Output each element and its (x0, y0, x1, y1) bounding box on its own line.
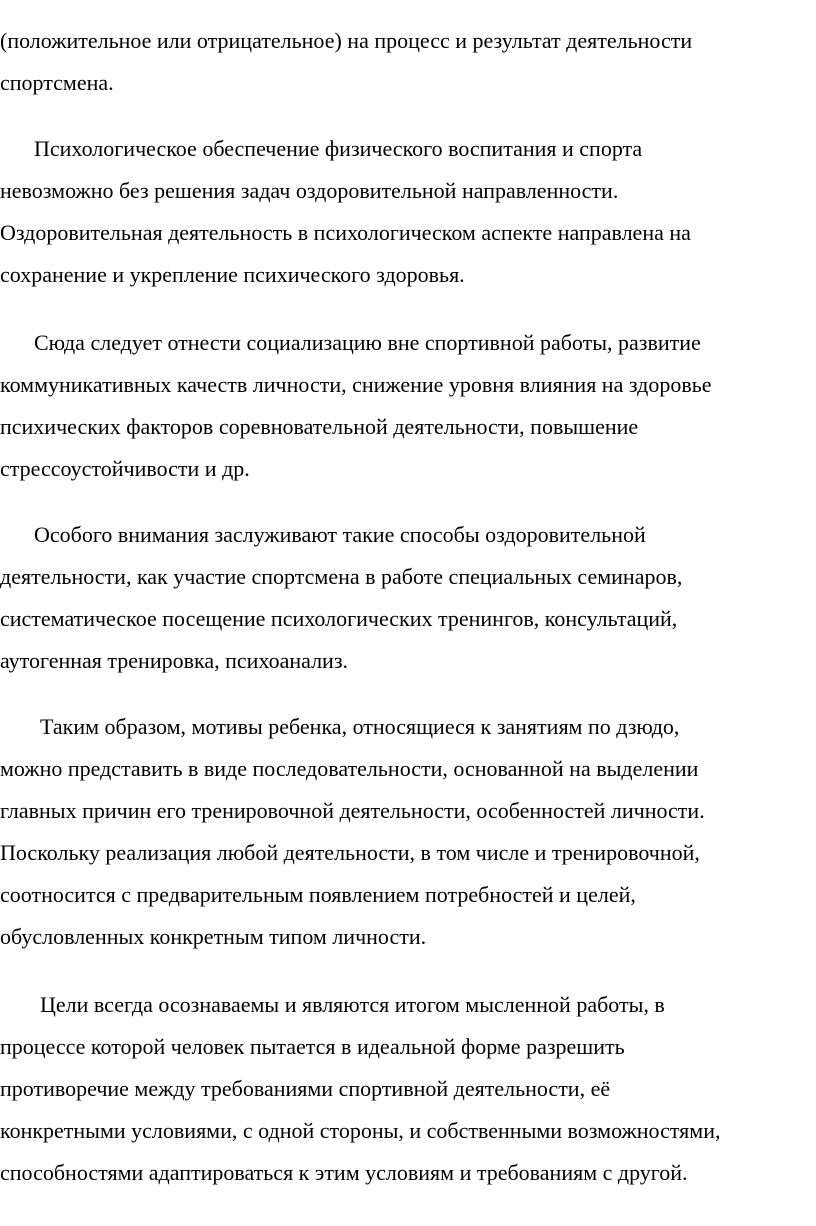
text-line: противоречие между требованиями спортивной деятельности, её (0, 1076, 611, 1101)
text-line: спортсмена. (0, 70, 114, 95)
text-line: процессе которой человек пытается в идеальной форме разрешить (0, 1034, 625, 1059)
text-line: конкретными условиями, с одной стороны, и собственными возможностями, (0, 1118, 721, 1143)
text-line: Особого внимания заслуживают такие способы оздоровительной (34, 522, 646, 547)
text-line: аутогенная тренировка, психоанализ. (0, 648, 349, 673)
text-line: Поскольку реализация любой деятельности, в том числе и тренировочной, (0, 840, 700, 865)
text-line: можно представить в виде последовательности, основанной на выделении (0, 756, 699, 781)
text-line: Таким образом, мотивы ребенка, относящиеся к занятиям по дзюдо, (40, 714, 680, 739)
text-line: стрессоустойчивости и др. (0, 456, 250, 481)
text-line: систематическое посещение психологических тренингов, консультаций, (0, 606, 678, 631)
text-line: невозможно без решения задач оздоровительной направленности. (0, 178, 619, 203)
text-line: коммуникативных качеств личности, снижение уровня влияния на здоровье (0, 372, 712, 397)
text-line: способностями адаптироваться к этим условиям и требованиям с другой. (0, 1160, 688, 1185)
text-line: Сюда следует отнести социализацию вне спортивной работы, развитие (34, 330, 701, 355)
text-line: сохранение и укрепление психического здоровья. (0, 262, 465, 287)
text-line: Оздоровительная деятельность в психологическом аспекте направлена на (0, 220, 691, 245)
text-line: (положительное или отрицательное) на процесс и результат деятельности (0, 28, 693, 53)
text-line: соотносится с предварительным появлением потребностей и целей, (0, 882, 636, 907)
text-line: обусловленных конкретным типом личности. (0, 924, 427, 949)
text-line: психических факторов соревновательной деятельности, повышение (0, 414, 639, 439)
text-line: главных причин его тренировочной деятельности, особенностей личности. (0, 798, 705, 823)
text-line: Цели всегда осознаваемы и являются итогом мысленной работы, в (40, 992, 665, 1017)
text-line: Психологическое обеспечение физического воспитания и спорта (34, 136, 643, 161)
text-line: деятельности, как участие спортсмена в работе специальных семинаров, (0, 564, 683, 589)
